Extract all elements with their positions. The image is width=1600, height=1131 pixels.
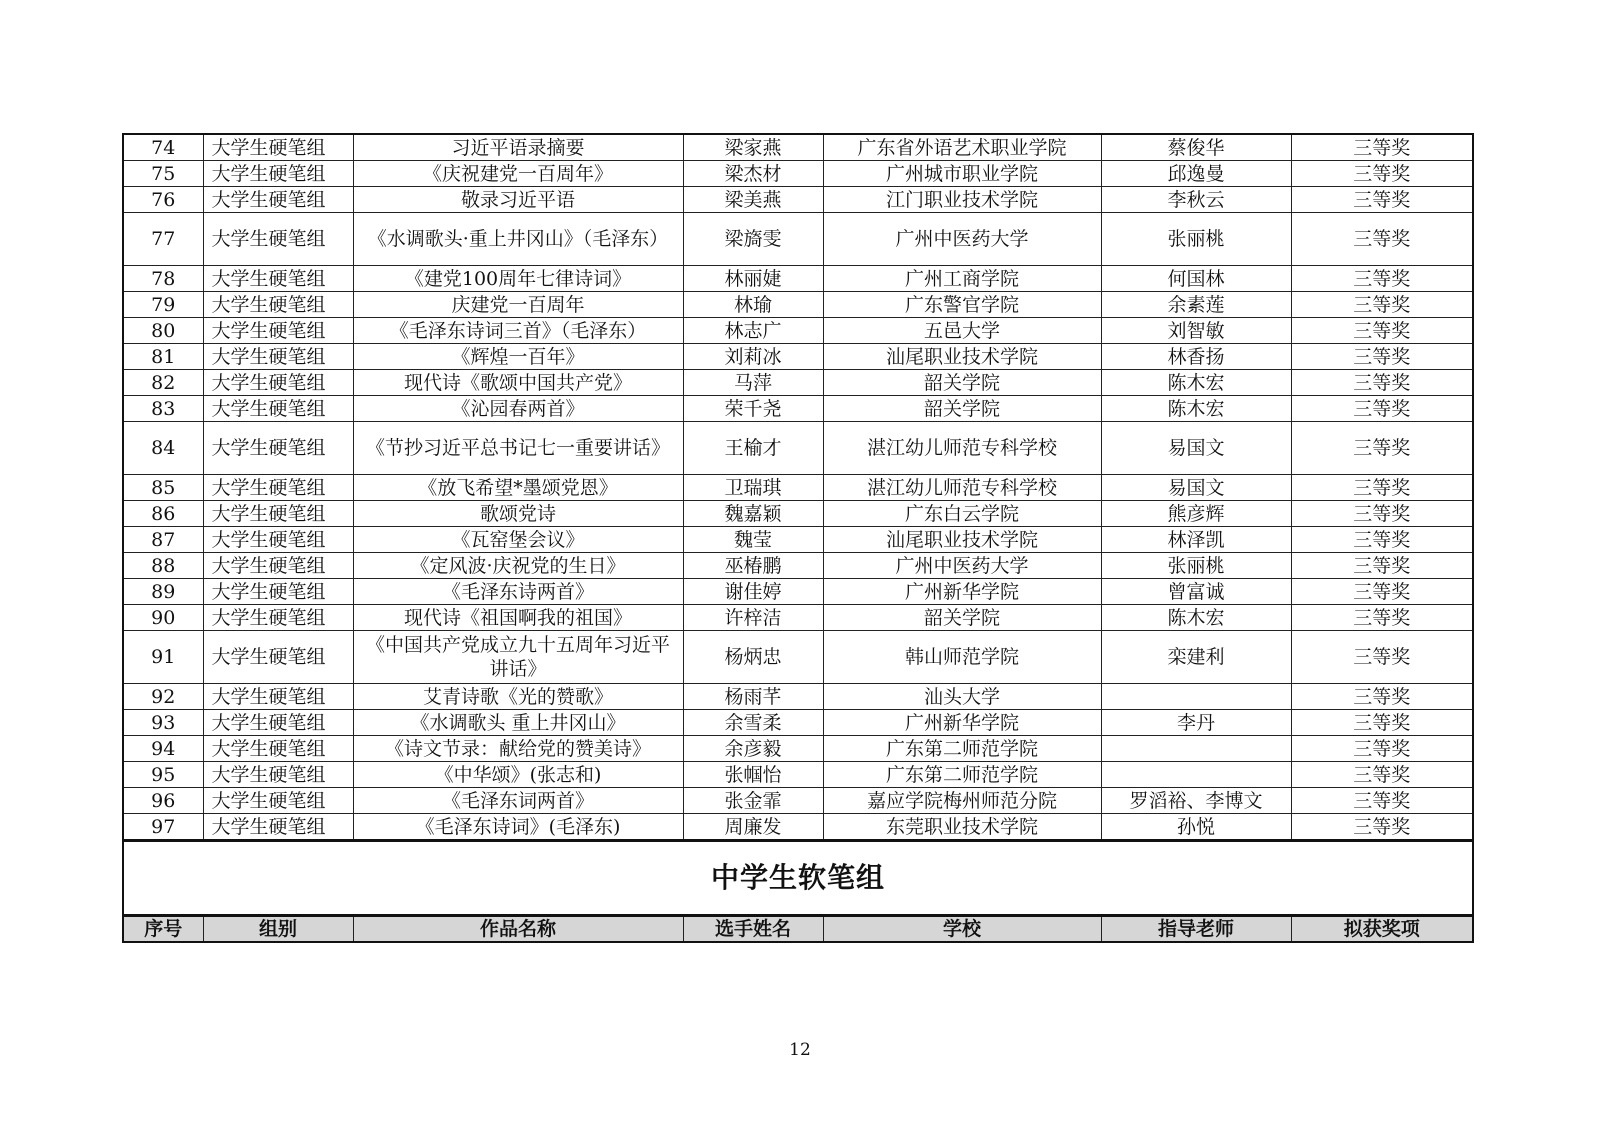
table-row	[123, 370, 1473, 396]
cell-no: 77	[123, 213, 203, 266]
cell-name: 梁家燕	[683, 134, 823, 161]
cell-school: 韩山师范学院	[823, 631, 1101, 684]
cell-teacher: 何国林	[1101, 266, 1291, 292]
cell-group: 大学生硬笔组	[203, 605, 353, 631]
cell-teacher: 陈木宏	[1101, 396, 1291, 422]
cell-award: 三等奖	[1291, 527, 1473, 553]
cell-no: 94	[123, 736, 203, 762]
cell-group: 大学生硬笔组	[203, 527, 353, 553]
cell-school: 东莞职业技术学院	[823, 814, 1101, 841]
cell-teacher: 余素莲	[1101, 292, 1291, 318]
cell-no: 78	[123, 266, 203, 292]
cell-teacher: 邱逸曼	[1101, 161, 1291, 187]
table-row	[123, 344, 1473, 370]
cell-teacher: 李丹	[1101, 710, 1291, 736]
cell-group: 大学生硬笔组	[203, 631, 353, 684]
cell-award: 三等奖	[1291, 161, 1473, 187]
table-row	[123, 187, 1473, 213]
cell-group: 大学生硬笔组	[203, 788, 353, 814]
cell-work: 《水调歌头·重上井冈山》（毛泽东）	[353, 213, 683, 266]
cell-school: 广州城市职业学院	[823, 161, 1101, 187]
cell-name: 余彦毅	[683, 736, 823, 762]
table-row	[123, 553, 1473, 579]
cell-group: 大学生硬笔组	[203, 396, 353, 422]
header-award: 拟获奖项	[1291, 916, 1473, 943]
cell-award: 三等奖	[1291, 292, 1473, 318]
cell-work: 《节抄习近平总书记七一重要讲话》	[353, 422, 683, 475]
cell-school: 广州中医药大学	[823, 213, 1101, 266]
cell-award: 三等奖	[1291, 396, 1473, 422]
cell-award: 三等奖	[1291, 553, 1473, 579]
cell-award: 三等奖	[1291, 266, 1473, 292]
cell-teacher: 易国文	[1101, 475, 1291, 501]
cell-group: 大学生硬笔组	[203, 710, 353, 736]
cell-name: 张帼怡	[683, 762, 823, 788]
cell-school: 江门职业技术学院	[823, 187, 1101, 213]
table-row	[123, 266, 1473, 292]
cell-teacher: 李秋云	[1101, 187, 1291, 213]
cell-work: 《毛泽东诗词》(毛泽东)	[353, 814, 683, 841]
table-row	[123, 710, 1473, 736]
cell-group: 大学生硬笔组	[203, 553, 353, 579]
cell-work: 艾青诗歌《光的赞歌》	[353, 684, 683, 710]
cell-no: 95	[123, 762, 203, 788]
cell-teacher: 陈木宏	[1101, 605, 1291, 631]
cell-no: 83	[123, 396, 203, 422]
table-row	[123, 605, 1473, 631]
cell-name: 荣千尧	[683, 396, 823, 422]
cell-no: 93	[123, 710, 203, 736]
table-row	[123, 736, 1473, 762]
cell-work: 《水调歌头 重上井冈山》	[353, 710, 683, 736]
cell-name: 马萍	[683, 370, 823, 396]
cell-work: 庆建党一百周年	[353, 292, 683, 318]
cell-name: 周廉发	[683, 814, 823, 841]
cell-school: 广州中医药大学	[823, 553, 1101, 579]
table-body	[123, 134, 1473, 841]
cell-no: 75	[123, 161, 203, 187]
cell-work: 《定风波·庆祝党的生日》	[353, 553, 683, 579]
cell-group: 大学生硬笔组	[203, 266, 353, 292]
cell-name: 梁杰材	[683, 161, 823, 187]
header-group: 组别	[203, 916, 353, 943]
cell-award: 三等奖	[1291, 762, 1473, 788]
cell-name: 杨炳忠	[683, 631, 823, 684]
cell-name: 林志广	[683, 318, 823, 344]
cell-work: 《庆祝建党一百周年》	[353, 161, 683, 187]
cell-work: 《毛泽东诗词三首》（毛泽东）	[353, 318, 683, 344]
cell-award: 三等奖	[1291, 213, 1473, 266]
cell-award: 三等奖	[1291, 605, 1473, 631]
cell-work: 《放飞希望*墨颂党恩》	[353, 475, 683, 501]
cell-name: 魏莹	[683, 527, 823, 553]
cell-work: 《沁园春两首》	[353, 396, 683, 422]
cell-no: 92	[123, 684, 203, 710]
table-row	[123, 213, 1473, 266]
table-row	[123, 684, 1473, 710]
cell-award: 三等奖	[1291, 187, 1473, 213]
table-row	[123, 579, 1473, 605]
cell-teacher: 孙悦	[1101, 814, 1291, 841]
cell-name: 魏嘉颖	[683, 501, 823, 527]
cell-teacher: 蔡俊华	[1101, 134, 1291, 161]
cell-award: 三等奖	[1291, 684, 1473, 710]
cell-school: 广东第二师范学院	[823, 736, 1101, 762]
cell-award: 三等奖	[1291, 318, 1473, 344]
cell-school: 汕尾职业技术学院	[823, 527, 1101, 553]
cell-name: 余雪柔	[683, 710, 823, 736]
header-teacher: 指导老师	[1101, 916, 1291, 943]
cell-work: 习近平语录摘要	[353, 134, 683, 161]
cell-group: 大学生硬笔组	[203, 161, 353, 187]
header-row	[123, 916, 1473, 943]
cell-school: 湛江幼儿师范专科学校	[823, 422, 1101, 475]
cell-work: 《中国共产党成立九十五周年习近平讲话》	[353, 631, 683, 684]
table-row	[123, 161, 1473, 187]
cell-work: 《诗文节录：献给党的赞美诗》	[353, 736, 683, 762]
cell-award: 三等奖	[1291, 710, 1473, 736]
cell-name: 杨雨芊	[683, 684, 823, 710]
cell-teacher: 林泽凯	[1101, 527, 1291, 553]
header-name: 选手姓名	[683, 916, 823, 943]
cell-teacher	[1101, 684, 1291, 710]
cell-group: 大学生硬笔组	[203, 475, 353, 501]
cell-work: 《瓦窑堡会议》	[353, 527, 683, 553]
cell-award: 三等奖	[1291, 736, 1473, 762]
cell-no: 80	[123, 318, 203, 344]
cell-teacher	[1101, 736, 1291, 762]
cell-school: 广东第二师范学院	[823, 762, 1101, 788]
cell-work: 《毛泽东诗两首》	[353, 579, 683, 605]
table-row	[123, 527, 1473, 553]
cell-no: 97	[123, 814, 203, 841]
cell-work: 《辉煌一百年》	[353, 344, 683, 370]
cell-work: 现代诗《祖国啊我的祖国》	[353, 605, 683, 631]
cell-group: 大学生硬笔组	[203, 422, 353, 475]
cell-award: 三等奖	[1291, 631, 1473, 684]
cell-name: 谢佳婷	[683, 579, 823, 605]
cell-name: 梁旖雯	[683, 213, 823, 266]
cell-no: 76	[123, 187, 203, 213]
cell-name: 林丽婕	[683, 266, 823, 292]
cell-name: 林瑜	[683, 292, 823, 318]
cell-group: 大学生硬笔组	[203, 579, 353, 605]
cell-award: 三等奖	[1291, 814, 1473, 841]
header-school: 学校	[823, 916, 1101, 943]
table-row	[123, 134, 1473, 161]
cell-group: 大学生硬笔组	[203, 344, 353, 370]
cell-no: 85	[123, 475, 203, 501]
cell-teacher: 张丽桃	[1101, 213, 1291, 266]
cell-group: 大学生硬笔组	[203, 134, 353, 161]
cell-award: 三等奖	[1291, 788, 1473, 814]
cell-name: 刘莉冰	[683, 344, 823, 370]
cell-award: 三等奖	[1291, 475, 1473, 501]
cell-award: 三等奖	[1291, 579, 1473, 605]
table-row	[123, 422, 1473, 475]
cell-school: 广州工商学院	[823, 266, 1101, 292]
cell-name: 张金霏	[683, 788, 823, 814]
cell-school: 五邑大学	[823, 318, 1101, 344]
cell-teacher: 林香扬	[1101, 344, 1291, 370]
cell-no: 91	[123, 631, 203, 684]
cell-work: 《毛泽东词两首》	[353, 788, 683, 814]
cell-no: 74	[123, 134, 203, 161]
table-row	[123, 318, 1473, 344]
cell-award: 三等奖	[1291, 501, 1473, 527]
cell-award: 三等奖	[1291, 370, 1473, 396]
cell-school: 湛江幼儿师范专科学校	[823, 475, 1101, 501]
cell-name: 卫瑞琪	[683, 475, 823, 501]
cell-no: 81	[123, 344, 203, 370]
header-work: 作品名称	[353, 916, 683, 943]
cell-no: 87	[123, 527, 203, 553]
cell-teacher: 栾建利	[1101, 631, 1291, 684]
table-row	[123, 814, 1473, 841]
table-row	[123, 396, 1473, 422]
cell-school: 汕尾职业技术学院	[823, 344, 1101, 370]
cell-teacher: 罗滔裕、李博文	[1101, 788, 1291, 814]
cell-teacher	[1101, 762, 1291, 788]
cell-no: 88	[123, 553, 203, 579]
cell-school: 广州新华学院	[823, 710, 1101, 736]
cell-group: 大学生硬笔组	[203, 736, 353, 762]
cell-group: 大学生硬笔组	[203, 213, 353, 266]
cell-award: 三等奖	[1291, 134, 1473, 161]
cell-group: 大学生硬笔组	[203, 762, 353, 788]
cell-no: 86	[123, 501, 203, 527]
cell-work: 《中华颂》(张志和)	[353, 762, 683, 788]
cell-teacher: 张丽桃	[1101, 553, 1291, 579]
cell-school: 广东白云学院	[823, 501, 1101, 527]
cell-group: 大学生硬笔组	[203, 292, 353, 318]
cell-award: 三等奖	[1291, 422, 1473, 475]
cell-school: 韶关学院	[823, 370, 1101, 396]
cell-group: 大学生硬笔组	[203, 370, 353, 396]
section-row	[123, 841, 1473, 916]
cell-no: 79	[123, 292, 203, 318]
cell-name: 巫椿鹏	[683, 553, 823, 579]
page-number: 12	[789, 1040, 811, 1060]
cell-school: 韶关学院	[823, 605, 1101, 631]
cell-name: 梁美燕	[683, 187, 823, 213]
cell-no: 90	[123, 605, 203, 631]
cell-group: 大学生硬笔组	[203, 187, 353, 213]
cell-teacher: 曾富诚	[1101, 579, 1291, 605]
cell-no: 89	[123, 579, 203, 605]
section-title: 中学生软笔组	[123, 841, 1473, 916]
header-no: 序号	[123, 916, 203, 943]
cell-no: 82	[123, 370, 203, 396]
cell-group: 大学生硬笔组	[203, 318, 353, 344]
cell-name: 许梓洁	[683, 605, 823, 631]
cell-school: 韶关学院	[823, 396, 1101, 422]
cell-teacher: 易国文	[1101, 422, 1291, 475]
cell-school: 汕头大学	[823, 684, 1101, 710]
cell-work: 歌颂党诗	[353, 501, 683, 527]
table-row	[123, 762, 1473, 788]
table-row	[123, 475, 1473, 501]
cell-work: 《建党100周年七律诗词》	[353, 266, 683, 292]
cell-group: 大学生硬笔组	[203, 501, 353, 527]
cell-no: 96	[123, 788, 203, 814]
table-row	[123, 501, 1473, 527]
cell-school: 广东警官学院	[823, 292, 1101, 318]
table-row	[123, 631, 1473, 684]
cell-no: 84	[123, 422, 203, 475]
cell-school: 广州新华学院	[823, 579, 1101, 605]
table-row	[123, 292, 1473, 318]
cell-work: 现代诗《歌颂中国共产党》	[353, 370, 683, 396]
cell-group: 大学生硬笔组	[203, 814, 353, 841]
awards-table	[122, 133, 1474, 943]
cell-school: 嘉应学院梅州师范分院	[823, 788, 1101, 814]
cell-name: 王榆才	[683, 422, 823, 475]
cell-group: 大学生硬笔组	[203, 684, 353, 710]
cell-teacher: 陈木宏	[1101, 370, 1291, 396]
cell-work: 敬录习近平语	[353, 187, 683, 213]
cell-award: 三等奖	[1291, 344, 1473, 370]
table-row	[123, 788, 1473, 814]
cell-teacher: 熊彦辉	[1101, 501, 1291, 527]
cell-school: 广东省外语艺术职业学院	[823, 134, 1101, 161]
cell-teacher: 刘智敏	[1101, 318, 1291, 344]
